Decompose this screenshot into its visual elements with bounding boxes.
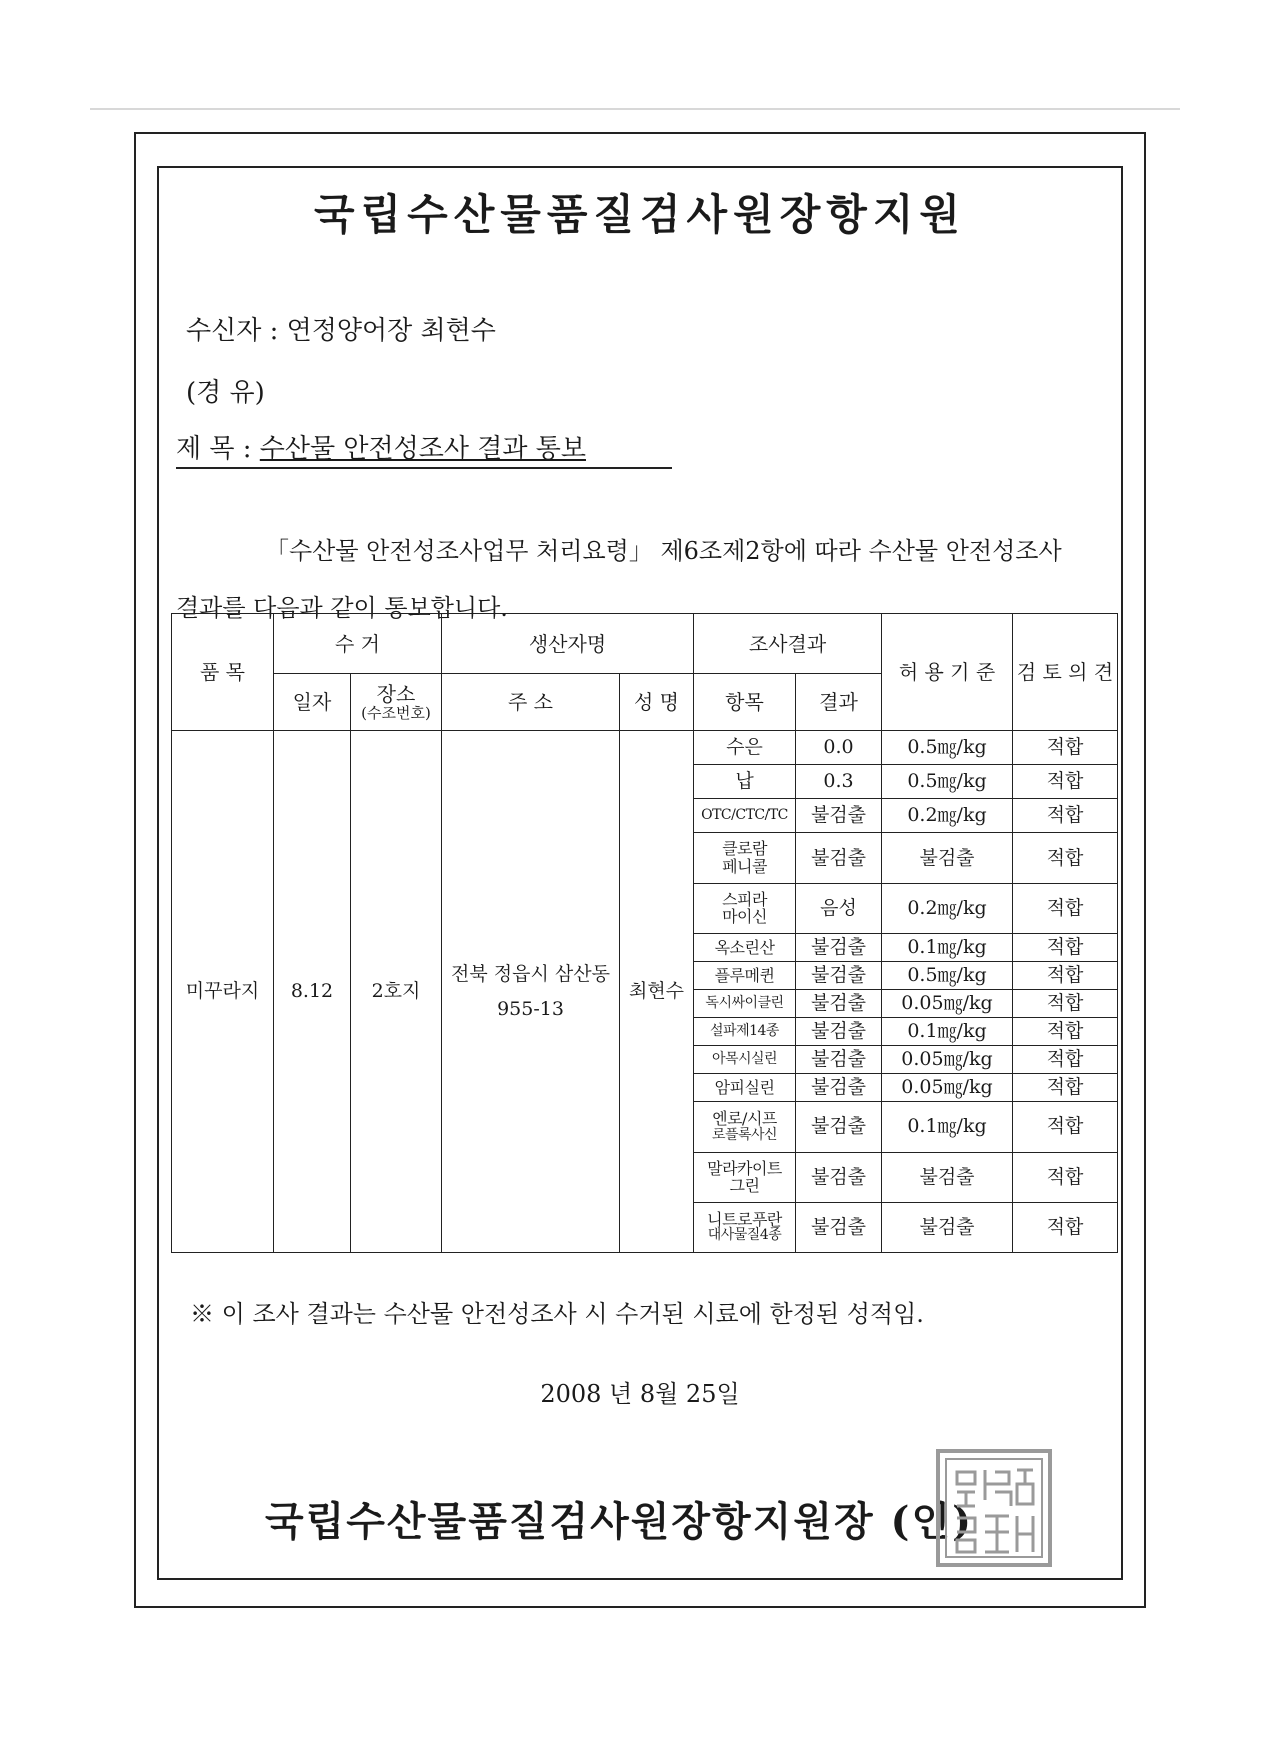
record-name: 최현수: [620, 731, 694, 1253]
test-opinion: 적합: [1013, 1202, 1118, 1252]
test-result: 불검출: [796, 1102, 882, 1152]
test-standard: 불검출: [882, 1152, 1013, 1202]
notice-text: ※ 이 조사 결과는 수산물 안전성조사 시 수거된 시료에 한정된 성적임.: [190, 1300, 924, 1328]
test-standard: 0.05㎎/kg: [882, 989, 1013, 1017]
header-standard: 허 용 기 준: [882, 614, 1013, 731]
test-standard: 불검출: [882, 1202, 1013, 1252]
test-item: 납: [694, 765, 796, 799]
test-opinion: 적합: [1013, 933, 1118, 961]
subject-value: 수산물 안전성조사 결과 통보: [259, 434, 586, 464]
header-address: 주 소: [442, 674, 620, 731]
test-result: 불검출: [796, 799, 882, 833]
record-address: [442, 731, 620, 1253]
test-result: 불검출: [796, 961, 882, 989]
recipient-label: 수신자: [186, 316, 262, 346]
test-standard: 0.5㎎/kg: [882, 961, 1013, 989]
test-result: 불검출: [796, 989, 882, 1017]
header-producer: 생산자명: [442, 614, 694, 674]
test-opinion: 적합: [1013, 961, 1118, 989]
header-collection: 수 거: [274, 614, 442, 674]
table-row: [172, 731, 1118, 765]
test-item: 독시싸이클린: [694, 989, 796, 1017]
test-item: 설파제14종: [694, 1018, 796, 1046]
test-standard: 0.1㎎/kg: [882, 1018, 1013, 1046]
record-date: 8.12: [274, 731, 351, 1253]
test-item: 아목시실린: [694, 1046, 796, 1074]
test-item: 스피라 마이신: [694, 883, 796, 933]
test-result: 불검출: [796, 833, 882, 883]
test-opinion: 적합: [1013, 1102, 1118, 1152]
scan-edge-line: [90, 108, 1180, 110]
test-opinion: 적합: [1013, 1074, 1118, 1102]
document-title: 국립수산물품질검사원장항지원: [313, 190, 966, 239]
header-item: 품 목: [172, 614, 274, 731]
test-standard: 0.1㎎/kg: [882, 933, 1013, 961]
test-standard: 0.2㎎/kg: [882, 799, 1013, 833]
test-item: 엔로/시프 로플록사신: [694, 1102, 796, 1152]
signer-name: 국립수산물품질검사원장항지원장 (인): [265, 1498, 974, 1545]
header-survey-result: 조사결과: [694, 614, 882, 674]
test-item: OTC/CTC/TC: [694, 799, 796, 833]
test-standard: 0.2㎎/kg: [882, 883, 1013, 933]
header-place-sub: (수조번호): [361, 703, 431, 722]
test-opinion: 적합: [1013, 731, 1118, 765]
header-place-label: 장소: [376, 681, 416, 706]
body-text-line-2: 결과를 다음과 같이 통보합니다.: [176, 594, 508, 622]
test-opinion: 적합: [1013, 883, 1118, 933]
test-opinion: 적합: [1013, 799, 1118, 833]
test-result: 불검출: [796, 1152, 882, 1202]
test-standard: 0.1㎎/kg: [882, 1102, 1013, 1152]
test-item: 클로람 페니콜: [694, 833, 796, 883]
test-opinion: 적합: [1013, 765, 1118, 799]
test-item: 암피실린: [694, 1074, 796, 1102]
test-result: 불검출: [796, 1074, 882, 1102]
test-opinion: 적합: [1013, 1046, 1118, 1074]
test-opinion: 적합: [1013, 1152, 1118, 1202]
test-item: 니트로푸란 대사물질4종: [694, 1202, 796, 1252]
subject-label: 제 목: [176, 434, 235, 464]
header-date: 일자: [274, 674, 351, 731]
record-address-line-2: 955-13: [497, 997, 564, 1020]
header-result: 결과: [796, 674, 882, 731]
test-result: 불검출: [796, 1202, 882, 1252]
test-standard: 0.5㎎/kg: [882, 765, 1013, 799]
test-opinion: 적합: [1013, 1018, 1118, 1046]
record-item: 미꾸라지: [172, 731, 274, 1253]
test-standard: 0.05㎎/kg: [882, 1074, 1013, 1102]
test-standard: 0.05㎎/kg: [882, 1046, 1013, 1074]
header-place: [351, 674, 442, 731]
test-opinion: 적합: [1013, 989, 1118, 1017]
test-result: 불검출: [796, 933, 882, 961]
record-address-line-1: 전북 정읍시 삼산동: [451, 962, 610, 985]
results-table: [171, 613, 1118, 1253]
issue-date: 2008 년 8월 25일: [540, 1380, 740, 1408]
test-item: 플루메퀸: [694, 961, 796, 989]
test-standard: 0.5㎎/kg: [882, 731, 1013, 765]
test-result: 불검출: [796, 1046, 882, 1074]
recipient-line: 수신자 : 연정양어장 최현수: [186, 316, 496, 346]
header-opinion: 검 토 의 견: [1013, 614, 1118, 731]
test-standard: 불검출: [882, 833, 1013, 883]
via-line: (경 유): [186, 378, 265, 408]
header-name: 성 명: [620, 674, 694, 731]
header-test-item: 항목: [694, 674, 796, 731]
subject-line: 제 목 : 수산물 안전성조사 결과 통보: [176, 428, 672, 469]
test-result: 불검출: [796, 1018, 882, 1046]
test-item: 옥소린산: [694, 933, 796, 961]
official-seal-icon: [935, 1448, 1053, 1568]
test-result: 0.3: [796, 765, 882, 799]
record-place: 2호지: [351, 731, 442, 1253]
test-result: 음성: [796, 883, 882, 933]
test-item: 말라카이트 그린: [694, 1152, 796, 1202]
test-result: 0.0: [796, 731, 882, 765]
test-item: 수은: [694, 731, 796, 765]
recipient-value: 연정양어장 최현수: [286, 316, 496, 346]
body-text-line-1: 「수산물 안전성조사업무 처리요령」 제6조제2항에 따라 수산물 안전성조사: [265, 537, 1062, 565]
test-opinion: 적합: [1013, 833, 1118, 883]
